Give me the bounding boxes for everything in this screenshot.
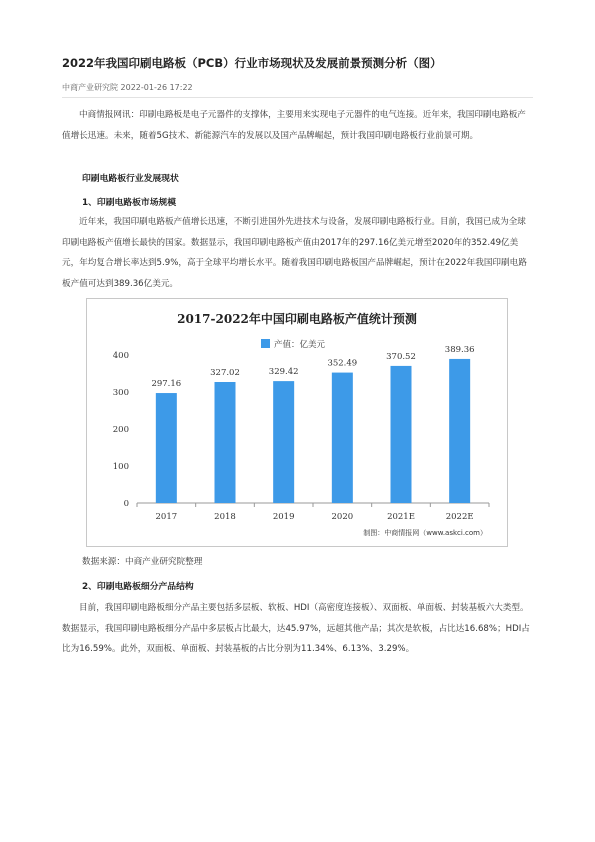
section-heading: 印刷电路板行业发展现状 <box>82 174 179 184</box>
bar <box>449 359 470 503</box>
bar-value-label: 389.36 <box>444 344 475 355</box>
bar-value-label: 370.52 <box>386 351 416 362</box>
bar-value-label: 352.49 <box>327 358 358 369</box>
bar <box>332 373 353 503</box>
y-tick-label: 0 <box>123 499 129 509</box>
chart-legend <box>261 339 326 350</box>
bar-chart <box>86 298 508 547</box>
article-title: 2022年我国印刷电路板（PCB）行业市场现状及发展前景预测分析（图） <box>62 56 442 70</box>
chart-title: 2017-2022年中国印刷电路板产值统计预测 <box>177 312 417 326</box>
x-tick-label: 2019 <box>272 512 295 522</box>
market-size-paragraph: 近年来，我国印刷电路板产值增长迅速，不断引进国外先进技术与设备，发展印刷电路板行业。目前，我国已成为全球印刷电路板产值增长最快的国家。数据显示，我国印刷电路板产值由2017年的297.16亿美元增至2020年的352.49亿美元，年均复合增长率达到5.9%，高于全球平均增长水平。随着我国印刷电路板国产品牌崛起，预计在2022年我国印刷电路板产值可达到389.36亿美元。 <box>62 217 527 289</box>
y-tick-label: 400 <box>112 351 129 361</box>
x-tick-label: 2018 <box>214 512 236 522</box>
legend-swatch <box>261 339 270 348</box>
product-structure-paragraph: 目前，我国印刷电路板细分产品主要包括多层板、软板、HDI（高密度连接板）、双面板、单面板、封装基板六大类型。数据显示，我国印刷电路板细分产品中多层板占比最大，达45.97%，远超其他产品；其次是软板，占比达16.68%；HDI占比为16.59%。此外，双面板、单面板、封装基板的占比分别为11.34%、6.13%、3.29%。 <box>62 603 530 654</box>
subsection-heading-market-size: 1、印刷电路板市场规模 <box>82 198 177 208</box>
x-tick-label: 2021E <box>387 512 415 522</box>
chart-canvas <box>87 299 507 546</box>
y-tick-label: 100 <box>112 462 129 472</box>
bar <box>156 393 177 503</box>
bar-value-label: 297.16 <box>151 379 182 390</box>
bar <box>215 382 236 503</box>
bar <box>273 381 294 503</box>
bar <box>391 366 412 503</box>
article-meta: 中商产业研究院 2022-01-26 17:22 <box>62 83 193 92</box>
bar-value-label: 329.42 <box>268 367 299 378</box>
bar-value-label: 327.02 <box>210 368 240 379</box>
chart-bars <box>151 345 474 503</box>
legend-label: 产值：亿美元 <box>274 340 326 350</box>
x-tick-label: 2017 <box>155 512 178 522</box>
chart-credit: 制图：中商情报网（www.askci.com） <box>363 529 487 537</box>
y-tick-label: 300 <box>112 388 129 398</box>
y-tick-label: 200 <box>112 425 129 435</box>
subsection-heading-product-structure: 2、印刷电路板细分产品结构 <box>82 582 194 592</box>
x-tick-label: 2022E <box>445 512 474 522</box>
divider <box>62 97 533 98</box>
intro-paragraph: 中商情报网讯：印刷电路板是电子元器件的支撑体，主要用来实现电子元器件的电气连接。近年来，我国印刷电路板产值增长迅速。未来，随着5G技术、新能源汽车的发展以及国产品牌崛起，预计我国印刷电路板行业前景可期。 <box>62 110 526 141</box>
data-source-note: 数据来源：中商产业研究院整理 <box>82 557 203 567</box>
x-tick-label: 2020 <box>331 512 354 522</box>
